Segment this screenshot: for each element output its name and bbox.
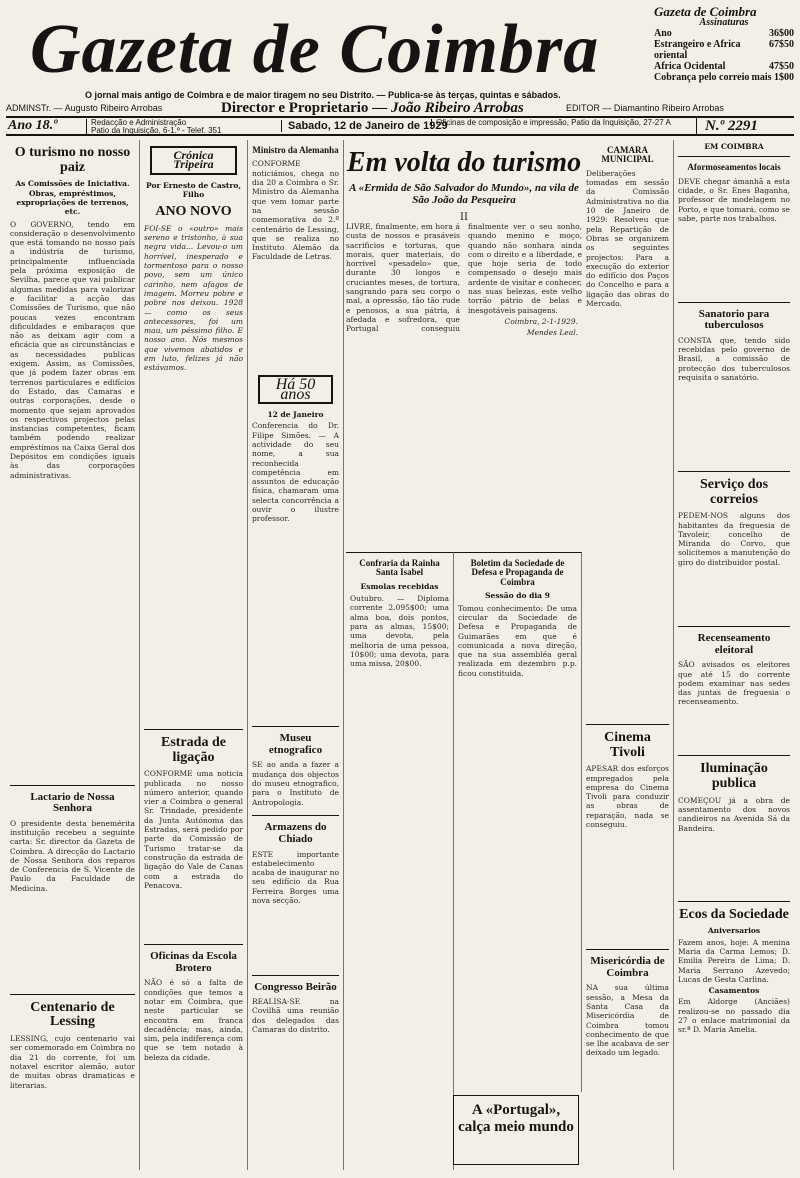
- administrator: ADMINSTr. — Augusto Ribeiro Arrobas: [6, 103, 163, 113]
- article-body: LESSING, cujo centenario vai ser comemorado em Coimbra no dia 21 do corrente, foi um notavel escritor alemão, autor de muitas obras dramaticas e literarias.: [10, 1034, 135, 1090]
- article-headline: Confraria da Rainha Santa Isabel: [359, 558, 440, 578]
- article-headline: Recenseamento eleitoral: [697, 632, 771, 656]
- article-headline: Iluminação publica: [700, 761, 768, 791]
- article-headline: Serviço dos correios: [699, 476, 769, 507]
- feature-text: LIVRE, finalmente, em hora á custa de nossos e prasáveis sacrificios e torturas, que morais, quer materiais, do horrivel «pesadelo» que, durante 30 longos e cruciantes meses, de tortura, sangrando para seu corpo o mal, a opressão, tão tão rude e penosos, a sua pátria, á afedada e sofredora, que Portugal conseguiu finalmente ver o seu sonho, quando menino e moço, quando não sonhara ainda com o direito e a liberdade, e que hoje seria de todo compensado o desejo mais ardente de visitar e conhecer, nas suas belezas, este velho torrão pátrio de belas e inesgotáveis paisagens.: [346, 222, 582, 334]
- article-body: DEVE chegar ámanhã a esta cidade, o Sr. Enes Baganha, professor de modelagem no Porto, e que tomará, como se sabe, parte nos trabalhos.: [678, 176, 790, 223]
- subscription-row: Estrangeiro e Africa oriental 67$50: [654, 39, 794, 61]
- subsection-label: Aniversarios: [707, 926, 761, 936]
- feature-body: [346, 222, 582, 552]
- article-headline: Boletim da Sociedade de Defesa e Propaganda de Coimbra: [470, 558, 565, 587]
- article-body: NÃO é só a falta de condições que temos a notar em Coimbra, que neste particular se encontra em franca decadência; mas, ainda, sim, pela indiferença com que se tem notado à beleza da cidade.: [144, 978, 243, 1062]
- feature-headline: Em volta do turismo: [346, 147, 582, 178]
- article-headline: Museu etnografico: [268, 732, 323, 756]
- divider: [678, 755, 790, 756]
- masthead: [30, 10, 660, 100]
- column-5: [582, 140, 674, 1170]
- article-body: COMEÇOU já a obra de assentamento dos novos candieiros na Avenida Sá da Bandeira.: [678, 795, 790, 833]
- divider: [144, 729, 243, 730]
- feature-numeral: II: [460, 212, 468, 223]
- feature-subheading: A «Ermida de São Salvador do Mundo», na vila de São João da Pesqueira: [349, 182, 579, 206]
- subscription-row: Ano 36$00: [654, 28, 794, 39]
- article-headline: Lactario de Nossa Senhora: [30, 790, 115, 815]
- article-headline: Oficinas da Escola Brotero: [150, 950, 237, 974]
- subscriptions-heading: Assinaturas: [699, 17, 749, 28]
- issue-year: Ano 18.º: [8, 118, 58, 133]
- article-body: Fazem anos, hoje: A menina Maria da Carma Lemos; D. Emilia Pereira de Lima; D. Maria Serrano Azevedo; Lucas de Gesta Carlina.: [678, 937, 790, 984]
- divider: [678, 156, 790, 157]
- article-headline: Misericórdia de Coimbra: [590, 955, 665, 979]
- article-headline: Ecos da Sociedade: [679, 906, 789, 922]
- article-headline: ANO NOVO: [155, 204, 232, 220]
- article-headline: Sanatorio para tuberculosos: [698, 307, 770, 332]
- lower-column-b: [454, 552, 582, 1092]
- article-body: PEDEM-NOS alguns dos habitantes da freguesia de Tavoleir, concelho de Miranda do Corvo, que solicitemos a manutenção do giro do distribuidor postal.: [678, 511, 790, 567]
- divider: [252, 815, 339, 816]
- divider: [586, 724, 669, 725]
- issue-number: N.º 2291: [696, 118, 758, 135]
- subscriptions-title: Gazeta de Coimbra: [654, 4, 757, 19]
- article-body: NA sua última sessão, a Mesa da Santa Casa da Misericórdia de Coimbra tomou conhecimento de que se lhe acabava de ser deixado um legado.: [586, 983, 669, 1058]
- divider: [678, 302, 790, 303]
- divider: [678, 471, 790, 472]
- article-body: REALISA-SE na Covilhã uma reunião dos delegados das Camaras do distrito.: [252, 997, 339, 1034]
- subsection-label: Casamentos: [708, 986, 760, 996]
- article-body: SE ao anda a fazer a mudança dos objectos do museu etnografico, para o Instituto de Antropologia.: [252, 760, 339, 807]
- article-body: CONFORME uma noticia publicada no nosso número anterior, quando vier a Coimbra o general Sr. Trindade, presidente da Junta Autónoma das Estradas, será pedido por parte da Comissão de Turismo tratar-se da construção da estrada de ligação do Vale de Canas com a estrada do Penacova.: [144, 769, 243, 890]
- article-body: O GOVERNO, tendo em consideração o desenvolvimento que está tomando no nosso país a indústria de turismo, principalmente influenciada pela próxima exposição de Sevilha, parece que vai publicar algumas medidas para valorizar e facilitar a acção das Comissões de Turismo, que não poucas vezes encontram dificuldades e embaraços que não as deixam agir com a eficácia que as circunstâncias e as necessidades publicas exigem. Assim, as Comissões, que já podem fazer obras em terrenos particulares e edifícios do Estado, das Camaras e outras corporações, desde o momento que sejam aprovados os respectivos projectos pelas instancias competentes, ficam também podendo realizar empréstimos na Caixa Geral dos Depósitos em condições iguais às das corporações administrativas.: [10, 219, 135, 480]
- feature-place: Coimbra, 2-1-1929.: [504, 316, 578, 326]
- article-body: Outubro. — Diploma corrente 2.095$00; uma alma boa, dois pontos, para as almas, 15$00; uma devota, pela melhoria de uma pessoa, 10$00; uma devota, para uma missa, 20$00.: [350, 594, 449, 669]
- issue-date: Sabado, 12 de Janeiro de 1929: [281, 120, 448, 132]
- article-headline: Aformoseamentos locais: [687, 162, 781, 173]
- divider: [144, 944, 243, 945]
- column-1: [6, 140, 140, 1170]
- section-label: EM COIMBRA: [704, 142, 764, 151]
- article-body: FOI-SE o «outro» mais sereno e tristonho, à sua negra vida... Levou-o um horrível, inesperado e tormentoso para o nosso povo, sem um único carinho, nem afagos de imagem. Morreu pobre e pobre nos deixou. 1928 — como os seus antecessores, foi um mau, um péssimo filho. E nosso ano. Nós mesmos que vivemos abatidos e em luto, felizes já não estávamos.: [144, 223, 243, 373]
- article-headline: Cinema Tivoli: [604, 729, 651, 760]
- director-line: Director e Proprietario — João Ribeiro Arrobas: [221, 100, 524, 116]
- column-2: [140, 140, 248, 1170]
- article-body: SÃO avisados os eleitores que até 15 do corrente podem examinar nas sedes das juntas de freguesia o recenseamento.: [678, 660, 790, 707]
- subscriptions-box: [654, 6, 794, 102]
- portugal-advert: A «Portugal», calça meio mundo: [453, 1095, 579, 1165]
- redaction-info: Redacção e Administração Patio da Inquisição, 6-1.º - Telef. 351: [86, 119, 221, 135]
- divider: [10, 994, 135, 995]
- divider: [586, 949, 669, 950]
- article-headline: Estrada de ligação: [161, 734, 226, 765]
- divider: [678, 901, 790, 902]
- article-body: Em Aldorge (Anciães) realizou-se no passado dia 27 o enlace matrimonial da sr.ª D. Maria Amelia.: [678, 997, 790, 1035]
- article-deck: Esmolas recebidas: [360, 581, 439, 591]
- article-headline: Armazens do Chiado: [264, 821, 327, 845]
- newspaper-title: Gazeta de Coimbra: [30, 11, 600, 88]
- subscription-row: Cobrança pelo correio mais 1$00: [654, 72, 794, 83]
- article-body: CONFORME noticiámos, chega no dia 20 a Coimbra o Sr. Ministro da Alemanha que vem tomar parte na sessão comemorativa do 2.º centenário de Lessing, que se realiza no Instituto Alemão da Faculdade de Letras.: [252, 159, 339, 262]
- workshop-info: Oficinas de composição e impressão, Patio da Inquisição, 27-27 A: [431, 119, 686, 127]
- column-6: [674, 140, 794, 1170]
- divider: [678, 626, 790, 627]
- article-body: ESTE importante estabelecimento acaba de inaugurar no seu edifício da Rua Ferreira Borges uma nova secção.: [252, 849, 339, 905]
- column-3: [248, 140, 344, 1170]
- column-title-box: Há 50 anos: [258, 375, 333, 404]
- newspaper-motto: O jornal mais antigo de Coimbra e de maior tiragem no seu Distrito. — Publica-se às terças, quintas e sábados.: [85, 90, 561, 100]
- subscription-row: Africa Ocidental 47$50: [654, 61, 794, 72]
- article-body: APESAR dos esforços empregados pela empresa do Cinema Tivoli para conduzir as obras de reparação, nada se conseguiu.: [586, 764, 669, 830]
- article-headline: O turismo no nosso paiz: [14, 145, 131, 175]
- article-headline: CAMARA MUNICIPAL: [601, 145, 654, 165]
- article-deck: As Comissões de Iniciativa. Obras, empréstimos, expropriações de terrenos, etc.: [15, 179, 130, 217]
- date-heading: 12 de Janeiro: [267, 410, 324, 420]
- article-headline: Ministro da Alemanha: [252, 145, 339, 155]
- issue-info-bar: [6, 116, 794, 136]
- column-title-box: Crónica Tripeira: [150, 146, 237, 175]
- article-body: Tomou conhecimento: De uma circular da Sociedade de Defesa e Propaganda de Guimarães em que é comunicada a nova direção, que na sua assembléa geral realizada em dezembro p.p. ficou constituida.: [458, 603, 577, 678]
- divider: [252, 726, 339, 727]
- article-body: CONSTA que, tendo sido recebidas pelo governo de Brasil, a comissão de protecção dos tuberculosos requisita o sanatório.: [678, 335, 790, 383]
- divider: [10, 785, 135, 786]
- feature-signature: Mendes Leal.: [526, 328, 578, 338]
- article-body: Deliberações tomadas em sessão da Comissão Administrativa no dia 10 de Janeiro de 1929: Resolveu que pela Repartição de Obras se organizem os seguintes projectos: Para a execução do exterior do edifício dos Paços do Concelho e para a ligação das obras do Mercado.: [586, 168, 669, 309]
- article-body: Conferencia do Dr. Filipe Simões. — A actividade do seu nome, a sua reconhecida competência em assuntos de educação física, chamaram uma selecta concorrência a ouvir o ilustre professor.: [252, 421, 339, 524]
- editor: EDITOR — Diamantino Ribeiro Arrobas: [566, 103, 724, 113]
- divider: [252, 975, 339, 976]
- lower-column-a: [346, 552, 454, 1170]
- article-headline: Centenario de Lessing: [30, 999, 115, 1030]
- article-headline: Congresso Beirão: [254, 980, 337, 993]
- article-deck: Sessão do dia 9: [485, 591, 550, 601]
- byline: Por Ernesto de Castro, Filho: [146, 180, 241, 199]
- article-body: O presidente desta benemérita instituição recebeu a seguinte carta: Sr. director da Gazeta de Coimbra. A direcção do Lactario de Nossa Senhora dos reparos de Conferencia de S. Vicente de Paulo da Faculdade de Medicina.: [10, 818, 135, 893]
- staff-bar: [6, 100, 796, 116]
